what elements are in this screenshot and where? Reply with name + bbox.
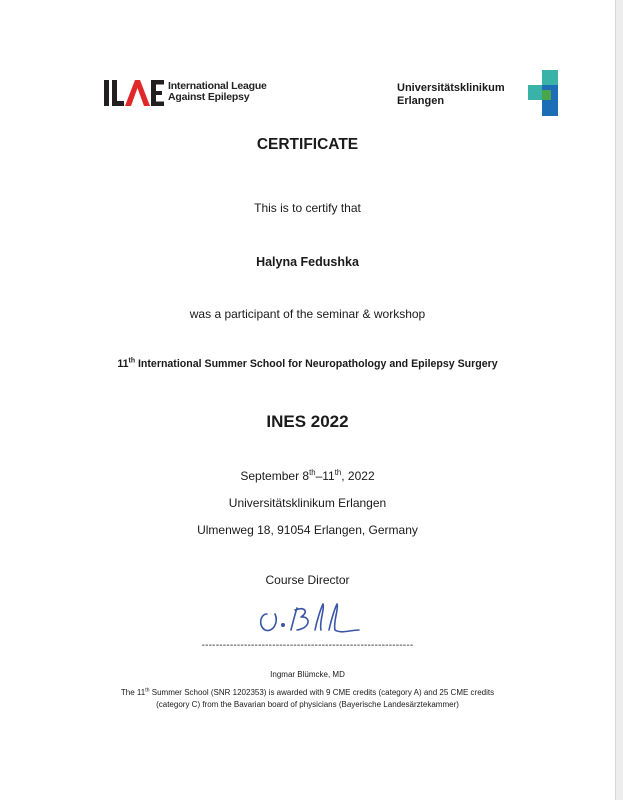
event-name: INES 2022 — [266, 412, 349, 431]
medical-cross-icon — [522, 70, 558, 116]
uk-erlangen-logo — [397, 70, 562, 116]
date-start-suffix: th — [309, 468, 316, 477]
school-ordinal-suffix: th — [128, 357, 136, 365]
credits-line1-post: Summer School (SNR 1202353) is awarded with 9 CME credits (category A) and 25 CME credits — [149, 688, 495, 697]
date-start: September 8 — [240, 469, 310, 483]
signature-line: ------------------------------------------------------------ — [201, 640, 414, 651]
director-name: Ingmar Blümcke, MD — [270, 670, 345, 679]
ilae-name-line2: Against Epilepsy — [168, 91, 250, 103]
venue: Universitätsklinikum Erlangen — [228, 496, 387, 510]
date-year: , 2022 — [341, 469, 375, 483]
course-director-label: Course Director — [265, 573, 350, 587]
credits-line-2: (category C) from the Bavarian board of physicians (Bayerische Landesärztekammer) — [156, 700, 459, 709]
page-edge — [615, 0, 623, 800]
school-ordinal: 11 — [117, 358, 129, 370]
uk-name-line2: Erlangen — [397, 95, 445, 107]
credits-line-1 — [0, 688, 615, 697]
certify-text: This is to certify that — [254, 201, 361, 215]
credits-line1-pre: The 11 — [120, 688, 146, 697]
address: Ulmenweg 18, 91054 Erlangen, Germany — [197, 523, 418, 537]
certificate-title: CERTIFICATE — [256, 136, 359, 153]
date-end: –11 — [315, 469, 335, 483]
date-end-suffix: th — [334, 468, 342, 477]
ilae-name-line1: International League — [168, 80, 267, 92]
ilae-logo-mark — [103, 76, 165, 108]
director-signature — [255, 600, 365, 636]
participant-name: Halyna Fedushka — [256, 255, 359, 269]
uk-logo-text — [397, 82, 505, 108]
school-title-text: International Summer School for Neuropathology and Epilepsy Surgery — [135, 358, 498, 370]
event-dates — [0, 469, 615, 483]
school-title — [0, 358, 615, 370]
credits-line1-suffix: th — [145, 687, 150, 694]
ilae-logo-text — [168, 81, 267, 103]
ilae-logo — [103, 76, 267, 108]
participation-text: was a participant of the seminar & workshop — [189, 307, 426, 321]
uk-name-line1: Universitätsklinikum — [397, 82, 505, 94]
